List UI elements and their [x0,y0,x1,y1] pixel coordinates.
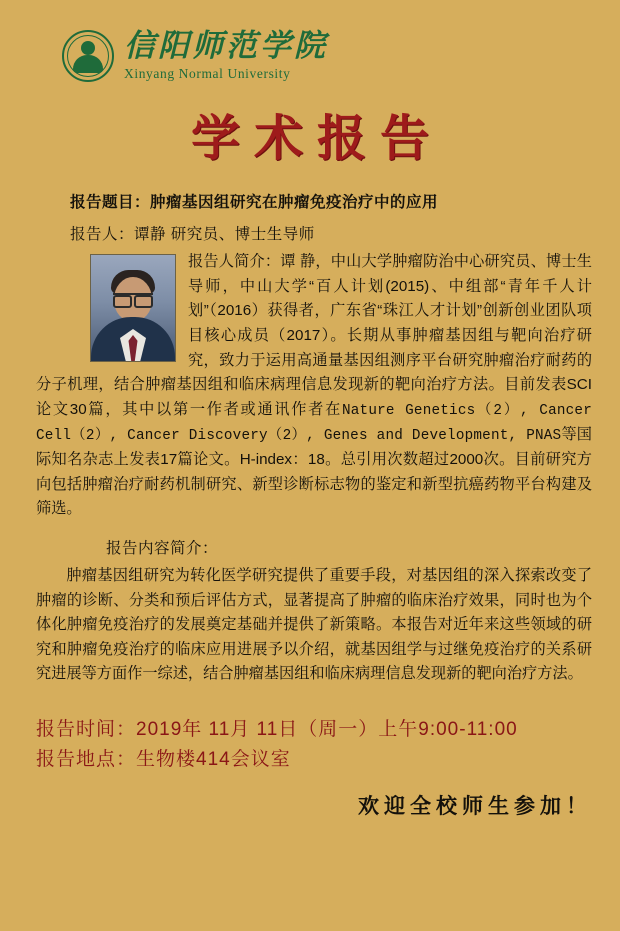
university-name-en: Xinyang Normal University [124,65,291,81]
emblem-ring [67,35,109,77]
bio-text-part2: 等国际知名杂志上发表17篇论文。H-index：18。总引用次数超过2000次。目前研究方向包括肿瘤治疗耐药机制研究、新型诊断标志物的鉴定和新型抗癌药物平台构建及筛选。 [36,425,592,518]
portrait-glasses-icon [113,293,153,303]
poster-body [0,190,620,687]
poster-header [0,0,620,86]
speaker-portrait [90,254,176,362]
university-emblem-icon [62,30,114,82]
university-name-cn: 信阳师范学院 [124,28,328,64]
bio-text-part1: 报告人简介：谭 静，中山大学肿瘤防治中心研究员、博士生导师，中山大学“百人计划(2015)、中组部“青年千人计划”（2016）获得者，广东省“珠江人才计划”创新创业团队项目核心成员（2017）。长期从事肿瘤基因组与靶向治疗研究，致力于运用高通量基因组测序平台研究肿瘤治疗耐药的分子机理，结合肿瘤基因组和临床病理信息发现新的靶向治疗方法。目前发表SCI论文30篇，其中以第一作者或通讯作者在 [36,253,592,418]
report-time: 报告时间：2019年 11月 11日（周一）上午9:00-11:00 [36,719,518,741]
page-title: 学术报告 [190,111,443,166]
abstract-heading: 报告内容简介： [106,539,219,557]
report-title-line: 报告题目：肿瘤基因组研究在肿瘤免疫治疗中的应用 [70,194,439,211]
bio-journal-list: Nature Genetics（2）, Cancer Cell（2）, Cancer Discovery（2）, Genes and Development, PNAS [36,402,592,444]
speaker-bio [36,250,592,522]
welcome-note: 欢迎全校师生参加！ [358,794,592,818]
university-name-block [124,30,328,82]
abstract-text: 肿瘤基因组研究为转化医学研究提供了重要手段，对基因组的深入探索改变了肿瘤的诊断、分类和预后评估方式，显著提高了肿瘤的临床治疗效果，同时也为个体化肿瘤免疫治疗的发展奠定基础并提供了新策略。本报告对近年来这些领域的研究和肿瘤免疫治疗的临床应用进展予以介绍，就基因组学与过继免疫治疗的关系研究进展等方面作一综述，结合肿瘤基因组和临床病理信息发现新的靶向治疗方法。 [36,566,592,683]
report-place: 报告地点：生物楼414会议室 [36,748,291,770]
report-speaker-line: 报告人：谭静 研究员、博士生导师 [70,226,315,243]
poster-footer [0,715,620,774]
